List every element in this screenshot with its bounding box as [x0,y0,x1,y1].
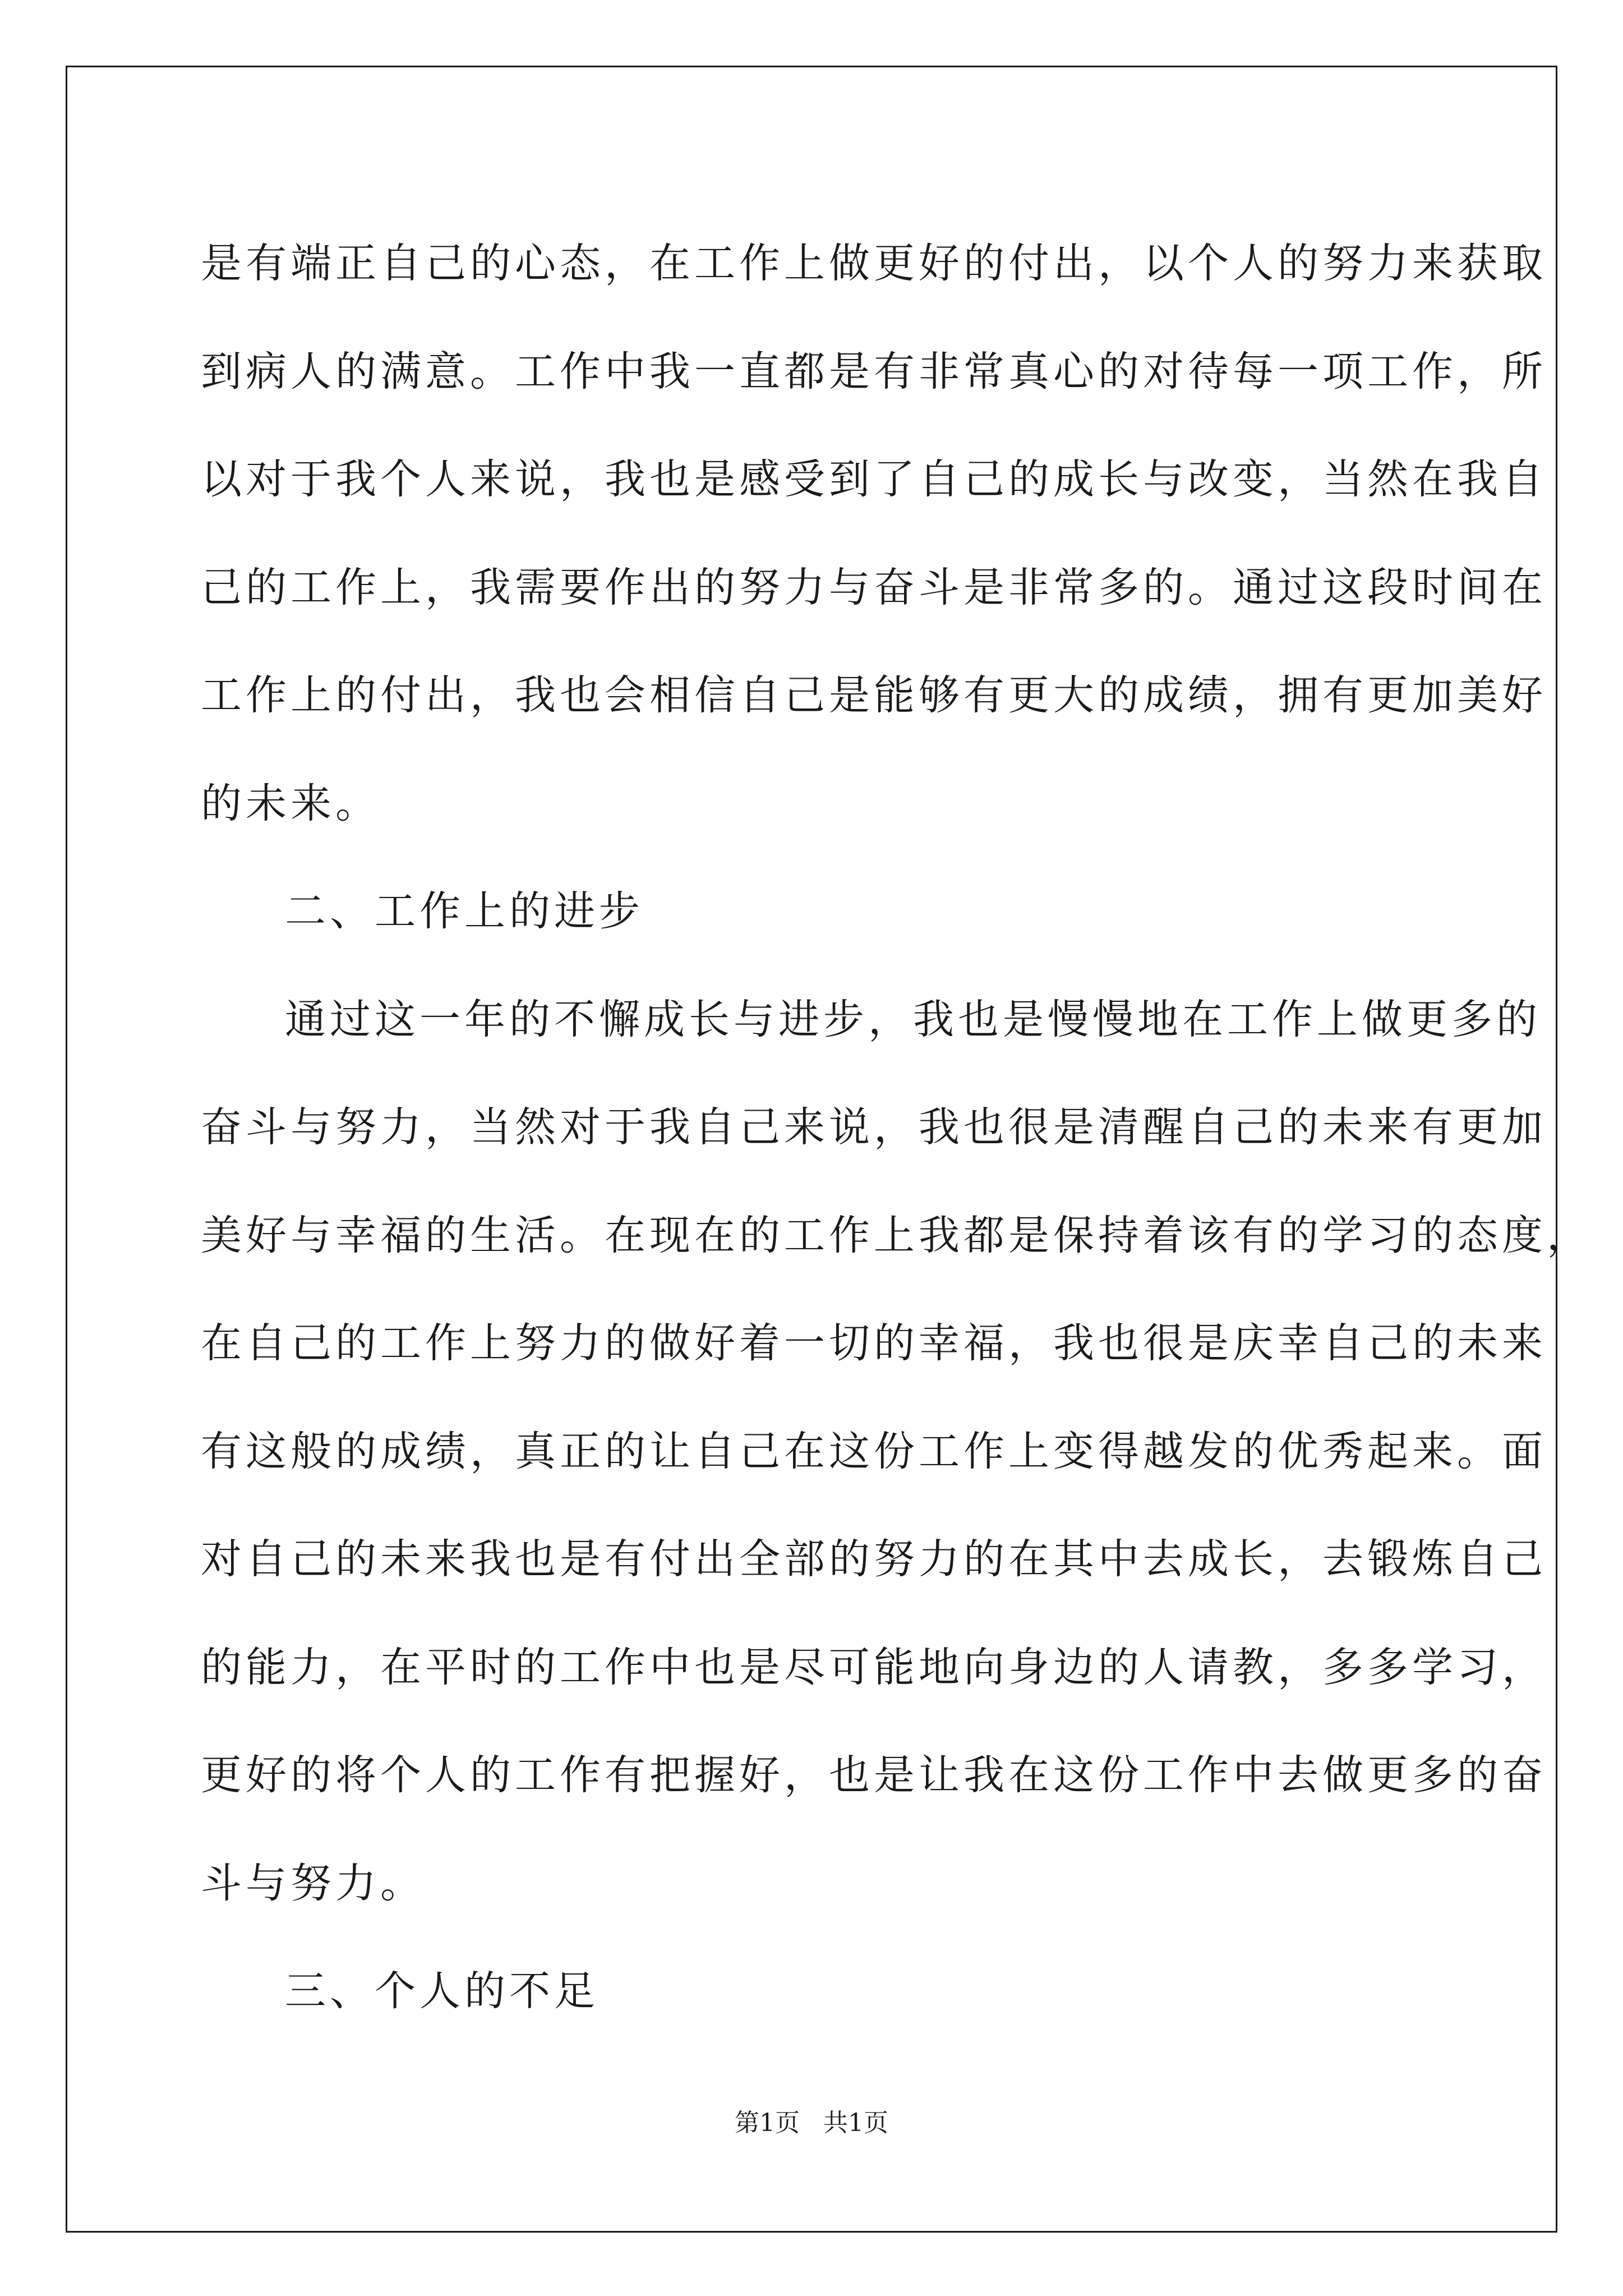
text-line: 在自己的工作上努力的做好着一切的幸福，我也很是庆幸自己的未来 [201,1319,1547,1367]
text-line: 通过这一年的不懈成长与进步，我也是慢慢地在工作上做更多的 [285,995,1541,1043]
text-line: 奋斗与努力，当然对于我自己来说，我也很是清醒自己的未来有更加 [201,1103,1547,1151]
document-body [201,210,1592,2046]
section-heading: 三、个人的不足 [285,1967,599,2015]
text-line: 斗与努力。 [201,1859,425,1907]
page-number: 第1页 共1页 [735,2109,888,2137]
text-line: 更好的将个人的工作有把握好，也是让我在这份工作中去做更多的奋 [201,1751,1547,1799]
text-line: 到病人的满意。工作中我一直都是有非常真心的对待每一项工作，所 [201,347,1547,395]
text-line: 工作上的付出，我也会相信自己是能够有更大的成绩，拥有更加美好 [201,671,1547,719]
text-line: 是有端正自己的心态，在工作上做更好的付出，以个人的努力来获取 [201,240,1547,287]
text-line: 美好与幸福的生活。在现在的工作上我都是保持着该有的学习的态度， [201,1211,1592,1259]
section-heading: 二、工作上的进步 [285,887,644,935]
text-line: 对自己的未来我也是有付出全部的努力的在其中去成长，去锻炼自己 [201,1535,1547,1583]
text-line: 的能力，在平时的工作中也是尽可能地向身边的人请教，多多学习， [201,1643,1547,1691]
page-footer [0,2102,1623,2138]
text-line: 的未来。 [201,779,380,827]
text-line: 以对于我个人来说，我也是感受到了自己的成长与改变，当然在我自 [201,455,1547,503]
text-line: 己的工作上，我需要作出的努力与奋斗是非常多的。通过这段时间在 [201,563,1547,611]
text-line: 有这般的成绩，真正的让自己在这份工作上变得越发的优秀起来。面 [201,1427,1547,1475]
